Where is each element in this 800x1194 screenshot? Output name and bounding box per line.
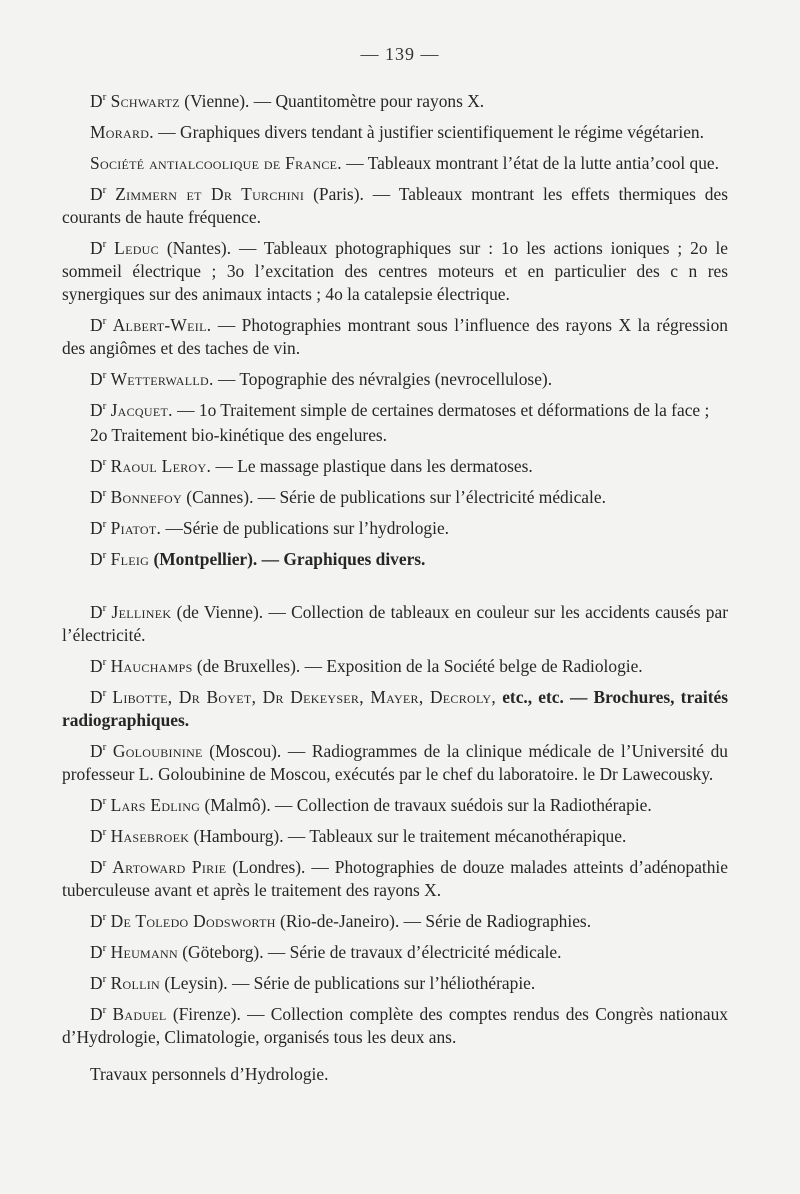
entry-societe-antialcoolique	[62, 152, 728, 175]
entry-name: Raoul Leroy.	[110, 456, 212, 476]
entry-name: Jacquet.	[110, 400, 173, 420]
entry-text: (Cannes). — Série de publications sur l’électricité médicale.	[181, 487, 606, 507]
entry-name: Zimmern et Dr Turchini	[115, 184, 305, 204]
entry-title-sup: r	[102, 973, 107, 986]
entry-text: (de Bruxelles). — Exposition de la Société belge de Radiologie.	[192, 656, 643, 676]
entry-title-sup: r	[102, 1004, 107, 1017]
entry-jellinek	[62, 601, 728, 647]
entry-text: —Série de publications sur l’hydrologie.	[161, 518, 450, 538]
entry-title-sup: r	[102, 656, 107, 669]
entry-name: Hasebroek	[110, 826, 190, 846]
entry-name: Rollin	[110, 973, 160, 993]
entry-libotte	[62, 686, 728, 732]
entry-name: De Toledo Dodsworth	[110, 911, 276, 931]
entry-name: Jellinek	[111, 602, 172, 622]
entry-title: D	[90, 369, 103, 389]
entry-title-sup: r	[102, 826, 107, 839]
entry-title: D	[90, 400, 103, 420]
entry-title-sup: r	[102, 456, 107, 469]
entry-text: (de Vienne). — Collection de tableaux en couleur sur les accidents causés par l’électricité.	[62, 602, 728, 645]
entry-hasebroek	[62, 825, 728, 848]
entry-text: 2o Traitement bio-kinétique des engelures.	[90, 425, 388, 445]
entry-baduel	[62, 1003, 728, 1049]
entry-text: (Nantes). — Tableaux photographiques sur : 1o les actions ioniques ; 2o le sommeil électrique ; 3o l’excitation des centres moteurs et en particulier des c n res synergiques sur des animaux intacts ; 4o la catalepsie électrique.	[62, 238, 728, 304]
entry-text: — Tableaux montrant l’état de la lutte antia’cool que.	[341, 153, 719, 173]
entry-name: Lars Edling	[110, 795, 201, 815]
entry-title: D	[90, 518, 103, 538]
entry-albert-weil	[62, 314, 728, 360]
entry-artoward-pirie	[62, 856, 728, 902]
entry-title: D	[90, 911, 103, 931]
entry-title: D	[90, 487, 103, 507]
entry-name: Baduel	[112, 1004, 167, 1024]
entry-title: D	[90, 942, 103, 962]
entry-title: D	[90, 656, 103, 676]
entry-title-sup: r	[102, 369, 107, 382]
entry-lars-edling	[62, 794, 728, 817]
entry-title-sup: r	[102, 911, 107, 924]
page-number: — 139 —	[360, 44, 440, 64]
entry-title-sup: r	[102, 238, 107, 251]
entry-text: (Moscou). — Radiogrammes de la clinique médicale de l’Université du professeur L. Goloubinine de Moscou, exécutés par le chef du laboratoire. le Dr Lawecousky.	[62, 741, 728, 784]
entry-title: D	[90, 184, 103, 204]
entry-text: (Paris). — Tableaux montrant les effets thermiques des courants de haute fréquence.	[62, 184, 728, 227]
entry-wetterwalld	[62, 368, 728, 391]
entry-title-sup: r	[102, 518, 107, 531]
entry-text: — Photographies montrant sous l’influence des rayons X la régression des angiômes et des taches de vin.	[62, 315, 728, 358]
entry-heumann	[62, 941, 728, 964]
entry-name: Artoward Pirie	[112, 857, 227, 877]
entry-morard	[62, 121, 728, 144]
entry-title-sup: r	[102, 857, 107, 870]
entry-title: D	[90, 741, 103, 761]
entry-schwartz	[62, 90, 728, 113]
entry-title: D	[90, 238, 103, 258]
entry-name: Fleig	[110, 549, 150, 569]
entry-title-sup: r	[102, 91, 107, 104]
entry-text: (Leysin). — Série de publications sur l’héliothérapie.	[159, 973, 536, 993]
entry-fleig	[62, 548, 728, 571]
entry-title: D	[90, 857, 103, 877]
entry-title-sup: r	[102, 184, 107, 197]
entry-bonnefoy	[62, 486, 728, 509]
entry-raoul-leroy	[62, 455, 728, 478]
entry-title: D	[90, 91, 103, 111]
entry-title-sup: r	[102, 315, 107, 328]
entry-title-sup: r	[102, 487, 107, 500]
entry-name: Société antialcoolique de France.	[90, 153, 342, 173]
entry-jacquet-continued	[62, 424, 728, 447]
entry-title: D	[90, 795, 103, 815]
entry-name: Schwartz	[110, 91, 180, 111]
entry-title: D	[90, 456, 103, 476]
entry-text: (Vienne). — Quantitomètre pour rayons X.	[179, 91, 485, 111]
entry-text: (Göteborg). — Série de travaux d’électricité médicale.	[177, 942, 562, 962]
entry-travaux-personnels	[62, 1063, 728, 1086]
entry-name: Goloubinine	[112, 741, 203, 761]
entry-title: D	[90, 315, 103, 335]
entry-title-sup: r	[102, 942, 107, 955]
entry-title: D	[90, 549, 103, 569]
entry-title: D	[90, 826, 103, 846]
entry-de-toledo-dodsworth	[62, 910, 728, 933]
entry-text: — Graphiques divers tendant à justifier scientifiquement le régime végétarien.	[153, 122, 704, 142]
entry-name: Leduc	[114, 238, 159, 258]
entry-goloubinine	[62, 740, 728, 786]
entry-name: Morard.	[90, 122, 154, 142]
entry-title-sup: r	[102, 687, 107, 700]
entry-text: etc., etc. — Brochures, traités radiographiques.	[62, 687, 728, 730]
entry-name: Bonnefoy	[110, 487, 182, 507]
entry-text: (Londres). — Photographies de douze malades atteints d’adénopathie tuberculeuse avant et après le traitement des rayons X.	[62, 857, 728, 900]
entry-text: (Malmô). — Collection de travaux suédois sur la Radiothérapie.	[200, 795, 652, 815]
entry-title: D	[90, 1004, 103, 1024]
entry-piatot	[62, 517, 728, 540]
exhibitor-list	[62, 90, 728, 1094]
entry-title-sup: r	[102, 549, 107, 562]
entry-title-sup: r	[102, 795, 107, 808]
entry-name: Piatot.	[110, 518, 162, 538]
entry-name: Heumann	[110, 942, 178, 962]
entry-text: — Topographie des névralgies (nevrocellulose).	[213, 369, 553, 389]
entry-text: (Hambourg). — Tableaux sur le traitement mécanothérapique.	[189, 826, 627, 846]
entry-title: D	[90, 602, 103, 622]
entry-title: D	[90, 973, 103, 993]
entry-hauchamps	[62, 655, 728, 678]
entry-text: Travaux personnels d’Hydrologie.	[90, 1064, 329, 1084]
entry-title: D	[90, 687, 103, 707]
entry-title-sup: r	[102, 602, 107, 615]
entry-name: Libotte, Dr Boyet, Dr Dekeyser, Mayer, Decroly,	[112, 687, 497, 707]
entry-text: (Montpellier). — Graphiques divers.	[149, 549, 426, 569]
entry-name: Albert-Weil.	[112, 315, 212, 335]
entry-rollin	[62, 972, 728, 995]
entry-name: Wetterwalld.	[110, 369, 214, 389]
entry-leduc	[62, 237, 728, 306]
entry-title-sup: r	[102, 400, 107, 413]
entry-text: — 1o Traitement simple de certaines dermatoses et déformations de la face ;	[172, 400, 710, 420]
entry-jacquet	[62, 399, 728, 422]
entry-text: (Firenze). — Collection complète des comptes rendus des Congrès nationaux d’Hydrologie, Climatologie, organisés tous les deux ans.	[62, 1004, 728, 1047]
entry-name: Hauchamps	[110, 656, 193, 676]
entry-title-sup: r	[102, 741, 107, 754]
entry-zimmern	[62, 183, 728, 229]
entry-text: (Rio-de-Janeiro). — Série de Radiographies.	[275, 911, 592, 931]
entry-text: — Le massage plastique dans les dermatoses.	[211, 456, 533, 476]
